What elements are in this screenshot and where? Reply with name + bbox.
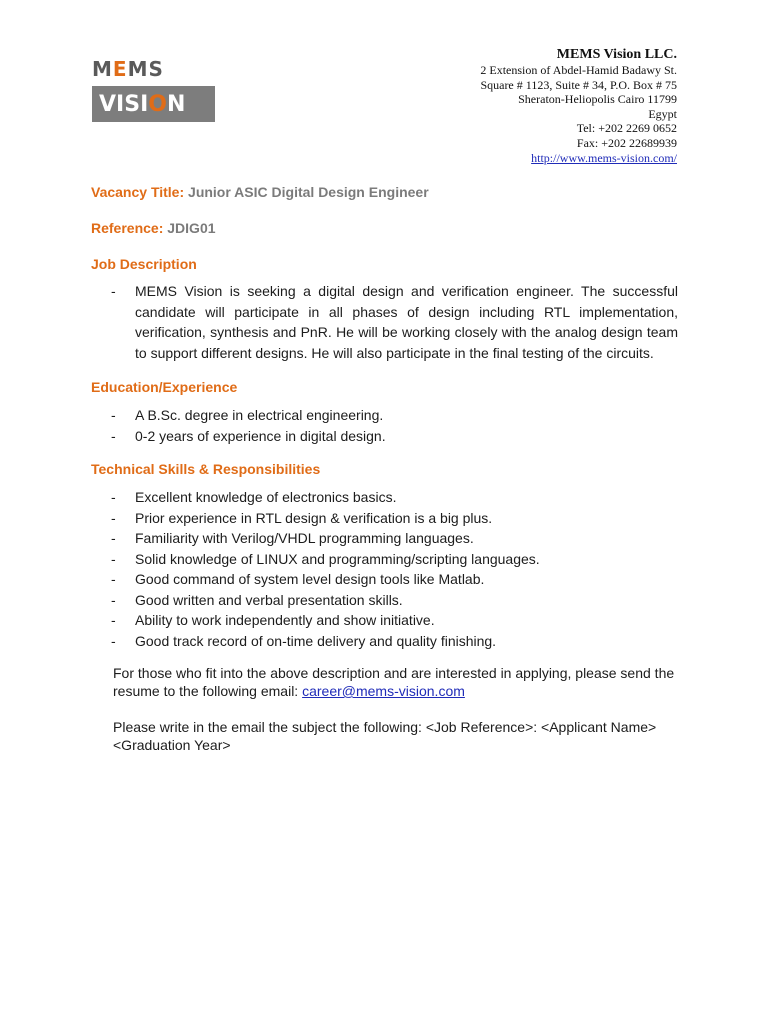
career-email-link[interactable]: career@mems-vision.com <box>302 683 465 699</box>
company-tel: Tel: +202 2269 0652 <box>576 121 677 136</box>
vacancy-title-value: Junior ASIC Digital Design Engineer <box>188 184 429 200</box>
bullet-dash: - <box>111 489 116 505</box>
address-line-3: Sheraton-Heliopolis Cairo 11799 <box>518 92 677 107</box>
logo-letter: V <box>99 92 117 117</box>
reference-label: Reference: <box>91 220 164 236</box>
job-description-heading: Job Description <box>91 256 197 272</box>
skill-item: Prior experience in RTL design & verification is a big plus. <box>135 509 493 526</box>
list-item <box>91 549 678 570</box>
logo-letter: S <box>124 92 141 117</box>
skill-item: Excellent knowledge of electronics basics. <box>135 489 397 505</box>
logo-letter: S <box>148 57 164 81</box>
education-item: A B.Sc. degree in electrical engineering. <box>135 407 384 423</box>
company-name: MEMS Vision LLC. <box>556 47 677 62</box>
job-posting-content <box>91 183 678 754</box>
education-heading: Education/Experience <box>91 379 238 395</box>
skills-heading: Technical Skills & Responsibilities <box>91 461 321 477</box>
logo-letter: I <box>116 92 125 117</box>
bullet-dash: - <box>111 612 116 628</box>
skill-item: Good written and verbal presentation skills. <box>135 591 403 608</box>
list-item <box>91 487 678 508</box>
education-item: 0-2 years of experience in digital design. <box>135 427 386 444</box>
bullet-dash: - <box>111 283 116 299</box>
skill-item: Good track record of on-time delivery and quality finishing. <box>135 632 497 649</box>
list-item <box>91 426 678 447</box>
address-line-2: Square # 1123, Suite # 34, P.O. Box # 75 <box>480 77 677 92</box>
apply-instructions <box>91 664 678 700</box>
bullet-dash: - <box>111 591 116 608</box>
logo-letter: I <box>140 92 149 117</box>
skill-item: Ability to work independently and show initiative. <box>135 612 435 628</box>
address-country: Egypt <box>648 106 677 121</box>
logo-letter: O <box>148 92 167 117</box>
vacancy-title-row <box>91 183 678 201</box>
logo-top-row <box>92 52 215 84</box>
list-item <box>91 590 678 611</box>
job-description-list <box>91 281 678 363</box>
company-address-block <box>317 46 677 165</box>
bullet-dash: - <box>111 550 116 567</box>
bullet-dash: - <box>111 427 116 444</box>
list-item <box>91 508 678 529</box>
list-item <box>91 281 678 363</box>
bullet-dash: - <box>111 571 116 587</box>
education-list <box>91 405 678 446</box>
reference-row <box>91 219 678 237</box>
bullet-dash: - <box>111 407 116 423</box>
list-item <box>91 528 678 549</box>
subject-instructions: Please write in the email the subject the following: <Job Reference>: <Applicant Name> <Graduation Year> <box>113 719 657 753</box>
apply-text: For those who fit into the above description and are interested in applying, please send the resume to the following email: <box>113 665 675 699</box>
vacancy-title-label: Vacancy Title: <box>91 184 185 200</box>
job-description-text: MEMS Vision is seeking a digital design and verification engineer. The successful candidate will participate in all phases of design including RTL implementation, verification, synthesis and PnR. He will be working closely with the analog design team to support different designs. He will also participate in the final testing of the circuits. <box>135 283 678 361</box>
list-item <box>91 569 678 590</box>
logo-bottom-bar <box>92 86 215 122</box>
bullet-dash: - <box>111 530 116 546</box>
logo-bottom-text <box>99 92 185 117</box>
logo-letter: N <box>166 92 186 117</box>
company-fax: Fax: +202 22689939 <box>576 135 677 150</box>
list-item <box>91 631 678 652</box>
list-item <box>91 610 678 631</box>
logo-letter: E <box>112 57 128 81</box>
skills-list <box>91 487 678 651</box>
skill-item: Good command of system level design tools like Matlab. <box>135 571 485 587</box>
skill-item: Solid knowledge of LINUX and programming/scripting languages. <box>135 550 540 567</box>
logo-letter: M <box>127 57 149 81</box>
skill-item: Familiarity with Verilog/VHDL programming languages. <box>135 530 474 546</box>
logo-top-text <box>92 57 164 81</box>
reference-value: JDIG01 <box>167 220 216 236</box>
company-website-link[interactable]: http://www.mems-vision.com/ <box>531 150 677 165</box>
address-line-1: 2 Extension of Abdel-Hamid Badawy St. <box>480 63 677 77</box>
bullet-dash: - <box>111 509 116 526</box>
company-logo <box>92 52 215 124</box>
list-item <box>91 405 678 426</box>
bullet-dash: - <box>111 632 116 649</box>
logo-letter: M <box>92 57 113 81</box>
